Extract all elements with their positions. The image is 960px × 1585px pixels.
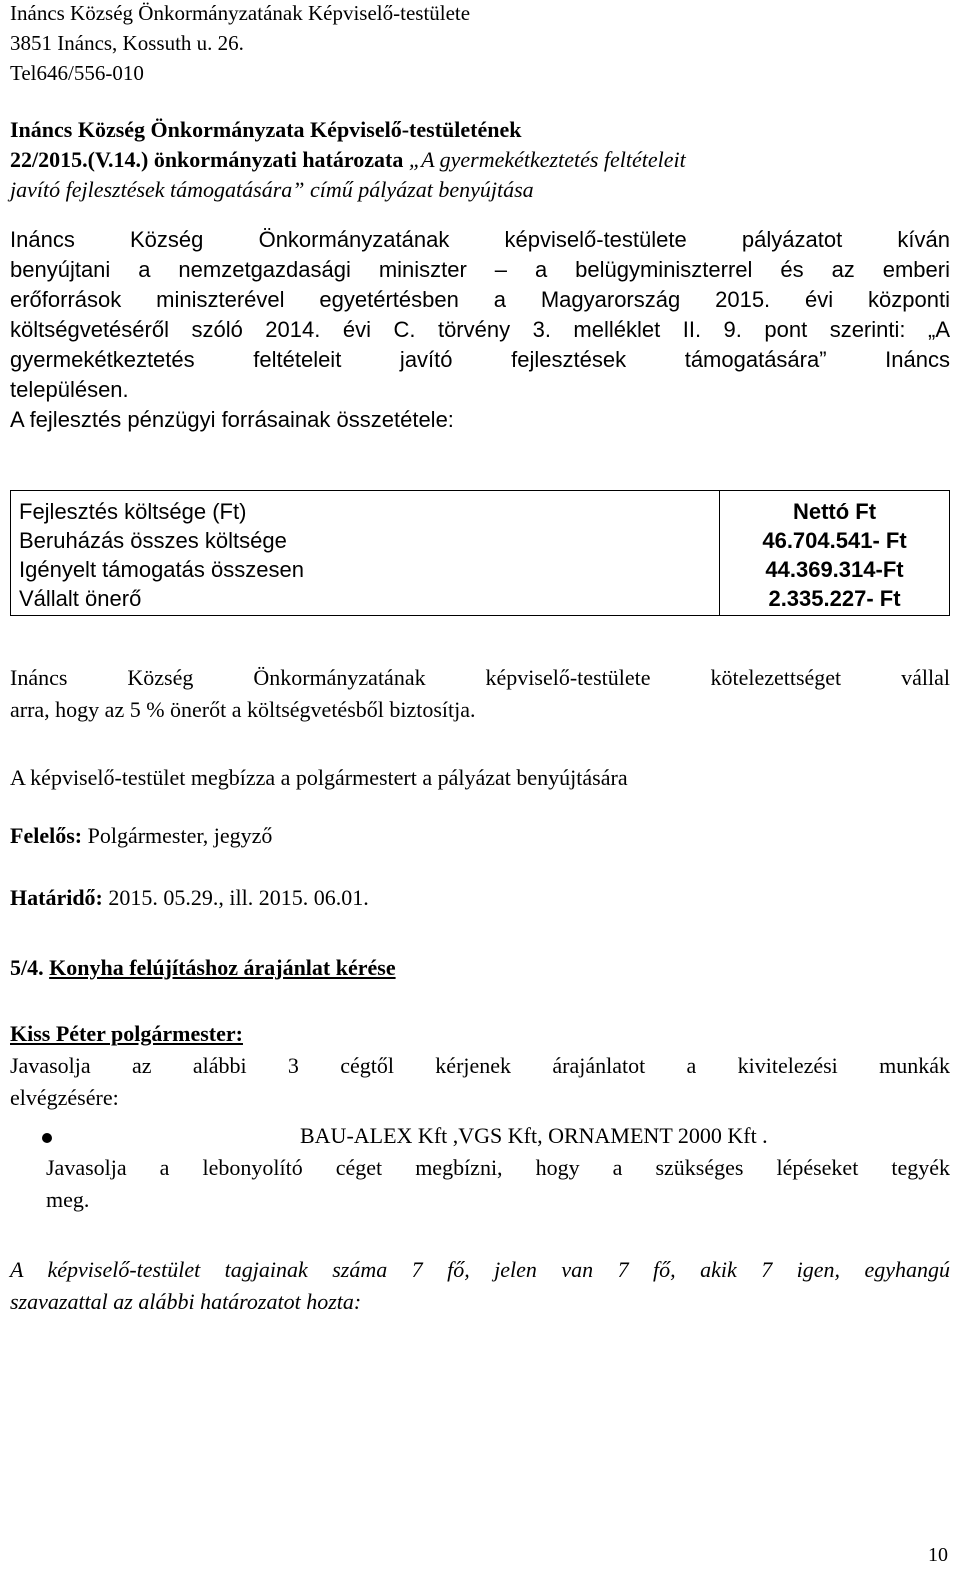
table-header-label: Fejlesztés költsége (Ft) [19,499,247,524]
proposal-line-3: Javasolja a lebonyolító céget megbízni, hogy a szükséges lépéseket tegyék [46,1155,950,1180]
deadline-line [10,884,950,912]
resolution-number-line [10,146,950,174]
resolution-subject-end: javító fejlesztések támogatására” című pályázat benyújtása [10,177,534,202]
row-label: Igényelt támogatás összesen [19,557,304,582]
company-list: BAU-ALEX Kft ,VGS Kft, ORNAMENT 2000 Kft . [300,1123,768,1148]
bullet-icon [42,1133,52,1143]
resolution-number: 22/2015.(V.14.) önkormányzati határozata [10,147,404,172]
proposal-line-2: elvégzésére: [10,1085,119,1110]
body-line-6: településen. [10,377,129,402]
vote-line-2: szavazattal az alábbi határozatot hozta: [10,1289,362,1314]
finance-labels-cell [11,491,720,616]
responsible-label: Felelős: [10,823,83,848]
agenda-title: Konyha felújításhoz árajánlat kérése [49,955,396,980]
row-value: 46.704.541- Ft [762,528,907,553]
resolution-subject-start: „A gyermekétkeztetés feltételeit [408,147,686,172]
letterhead-org: Ináncs Község Önkormányzatának Képviselő-testülete [10,1,471,25]
proposal-line-4: meg. [46,1187,90,1212]
table-row [11,491,950,616]
letterhead-phone: Tel646/556-010 [10,61,144,85]
finance-values-cell [720,491,950,616]
page-number: 10 [928,1544,948,1566]
body-line-1: Ináncs Község Önkormányzatának képviselő-testülete pályázatot kíván [10,227,950,252]
responsible-line [10,822,950,850]
body-line-3: erőforrások miniszterével egyetértésben a Magyarország 2015. évi központi [10,287,950,312]
resolution-title: Ináncs Község Önkormányzata Képviselő-testületének [10,117,522,142]
speaker-name: Kiss Péter polgármester: [10,1021,243,1046]
row-label: Beruházás összes költsége [19,528,287,553]
body-line-2: benyújtani a nemzetgazdasági miniszter – a belügyminiszterrel és az emberi [10,257,950,282]
row-label: Vállalt önerő [19,586,142,611]
agenda-heading [10,954,950,982]
funding-intro: A fejlesztés pénzügyi forrásainak összetétele: [10,407,454,432]
row-value: 2.335.227- Ft [768,586,901,611]
body-line-5: gyermekétkeztetés feltételeit javító fejlesztések támogatására” Ináncs [10,347,950,372]
vote-line-1: A képviselő-testület tagjainak száma 7 fő, jelen van 7 fő, akik 7 igen, egyhangú [10,1257,950,1282]
agenda-number: 5/4. [10,955,44,980]
commitment-line-2: arra, hogy az 5 % önerőt a költségvetésből biztosítja. [10,697,476,722]
row-value: 44.369.314-Ft [765,557,904,582]
body-line-4: költségvetéséről szóló 2014. évi C. törvény 3. melléklet II. 9. pont szerinti: „A [10,317,950,342]
deadline-value: 2015. 05.29., ill. 2015. 06.01. [102,885,369,910]
letterhead-address: 3851 Ináncs, Kossuth u. 26. [10,31,244,55]
finance-table [10,490,950,616]
mandate-text: A képviselő-testület megbízza a polgármestert a pályázat benyújtására [10,765,628,790]
commitment-line-1: Ináncs Község Önkormányzatának képviselő-testülete kötelezettséget vállal [10,665,950,690]
table-header-value: Nettó Ft [792,499,877,524]
proposal-line-1: Javasolja az alábbi 3 cégtől kérjenek árajánlatot a kivitelezési munkák [10,1053,950,1078]
deadline-label: Határidő: [10,885,103,910]
responsible-value: Polgármester, jegyző [82,823,273,848]
